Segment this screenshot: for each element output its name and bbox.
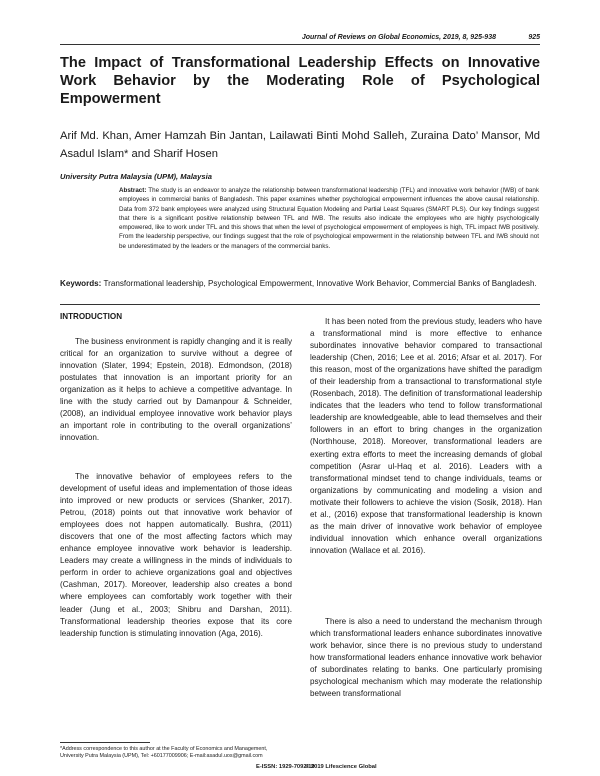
- paper-title: The Impact of Transformational Leadership Effects on Innovative Work Behavior by the Moderating Role of Psychological Empowerment: [60, 55, 540, 107]
- abstract-text: The study is an endeavor to analyze the relationship between transformational leadership (TFL) and innovative work behavior (IWB) of bank employees in commercial banks of Bangladesh. This paper examines whether psychological empowerment influences the above causal relationship. Data from 372 bank employees were analyzed using Structural Equation Modeling and Partial Least Squares (SMART PLS). Our key findings suggest that there is a significant positive relationship between TFL and IWB. The results also indicate the employees who are highly psychologically empowered, like to work under TFL and this shows that when the level of psychological empowerment of employees is high, TFL impact IWB positively. From the leadership perspective, our findings suggest that the role of psychological empowerment in the relationship between TFL and IWB should not be underestimated by the leaders or the managers of the commercial banks.: [119, 187, 539, 250]
- footnote: *Address correspondence to this author at the Faculty of Economics and Management, University Putra Malaysia (UPM), Tel: +60177009906; E-mail:asadul.uos@gmail.com: [60, 746, 268, 759]
- paragraph: The innovative behavior of employees refers to the development of useful ideas and implementation of those ideas into improved or new products or services (Shanker, 2017). Petrou, (2018) points out that innovative work behavior of employees does not happen automatically. Bushra, (2011) discovers that one of the most affecting factors which may enhance employee innovative work behavior is leadership. Leaders may create a willingness in the minds of individuals to perform in order to achieve organizations goal and objectives (Cashman, 2017). Moreover, leadership also creates a bond where employees can comfortably work together with their leader (Jung et al., 2003; Shibru and Darshan, 2011). Transformational leadership theories expose that its core leadership function is stimulating innovation (Aga, 2016).: [60, 472, 292, 638]
- page-number: 925: [528, 34, 540, 41]
- left-column: [60, 336, 292, 444]
- right-column: [310, 316, 542, 557]
- paragraph: There is also a need to understand the mechanism through which transformational leaders enhance subordinates innovative work behavior, since there is no previous study to understand how transformational leaders enhance innovative work behavior of subordinates relating to banks. One particularly promising psychological mechanism which may moderate the relationship between transformational: [310, 617, 542, 699]
- keywords: [60, 278, 540, 290]
- section-heading: INTRODUCTION: [60, 312, 123, 321]
- abstract: [119, 186, 539, 251]
- footnote-rule: [60, 742, 150, 743]
- affiliation: University Putra Malaysia (UPM), Malaysia: [60, 172, 212, 181]
- footer-copyright: © 2019 Lifescience Global: [305, 764, 377, 770]
- keywords-label: Keywords:: [60, 279, 102, 288]
- section-rule: [60, 304, 540, 305]
- footer-issn: E-ISSN: 1929-7092/19: [256, 764, 315, 770]
- header-rule: [60, 44, 540, 45]
- author-list: Arif Md. Khan, Amer Hamzah Bin Jantan, Lailawati Binti Mohd Salleh, Zuraina Dato’ Mansor, Md Asadul Islam* and Sharif Hosen: [60, 130, 540, 160]
- abstract-label: Abstract:: [119, 187, 147, 194]
- paragraph: It has been noted from the previous study, leaders who have a transformational mind is more effective to enhance subordinates innovative behavior compared to transactional leadership (Chen, 2016; Lee et al. 2016; Afsar et al. 2017). For this reason, most of the organizations have shifted the paradigm of their leadership from a transactional to transformational style (Rosenbach, 2018). The definition of transformational leadership indicates that the leaders who tend to follow transformational leadership are knowledgeable, able to lead themselves and their followers in an effort to bring changes in the organization (Northhouse, 2018). Moreover, transformational leaders are exerting extra efforts to meet the increasing demands of global competition (Asrar ul-Haq et al. 2016). Leaders with a transformational mindset tend to change individuals, teams or organizations by communicating and modeling a vision and motivate their followers to achieve the vision (Sosik, 2018). Han et al., (2016) expose that transformational leadership is known as the main driver of innovative work behavior of employee individual innovation which enhance overall organizations innovation (Wallace et al. 2016).: [310, 317, 542, 555]
- paragraph: The business environment is rapidly changing and it is really critical for an organization to survive without a degree of innovation (Slater, 1994; Epstein, 2018). Edmondson, (2018) postulates that innovation is an important priority for an organization as it helps to achieve a competitive advantage. In line with the study carried out by Damanpour & Schneider, (2008), an individual employee innovative work behavior plays an important role in contributing to the overall organizations’ innovation.: [60, 337, 292, 443]
- keywords-text: Transformational leadership, Psychological Empowerment, Innovative Work Behavior, Commercial Banks of Bangladesh.: [103, 279, 537, 288]
- journal-citation: Journal of Reviews on Global Economics, 2019, 8, 925-938: [301, 34, 496, 41]
- right-column-2: [310, 616, 542, 700]
- left-column-2: [60, 471, 292, 640]
